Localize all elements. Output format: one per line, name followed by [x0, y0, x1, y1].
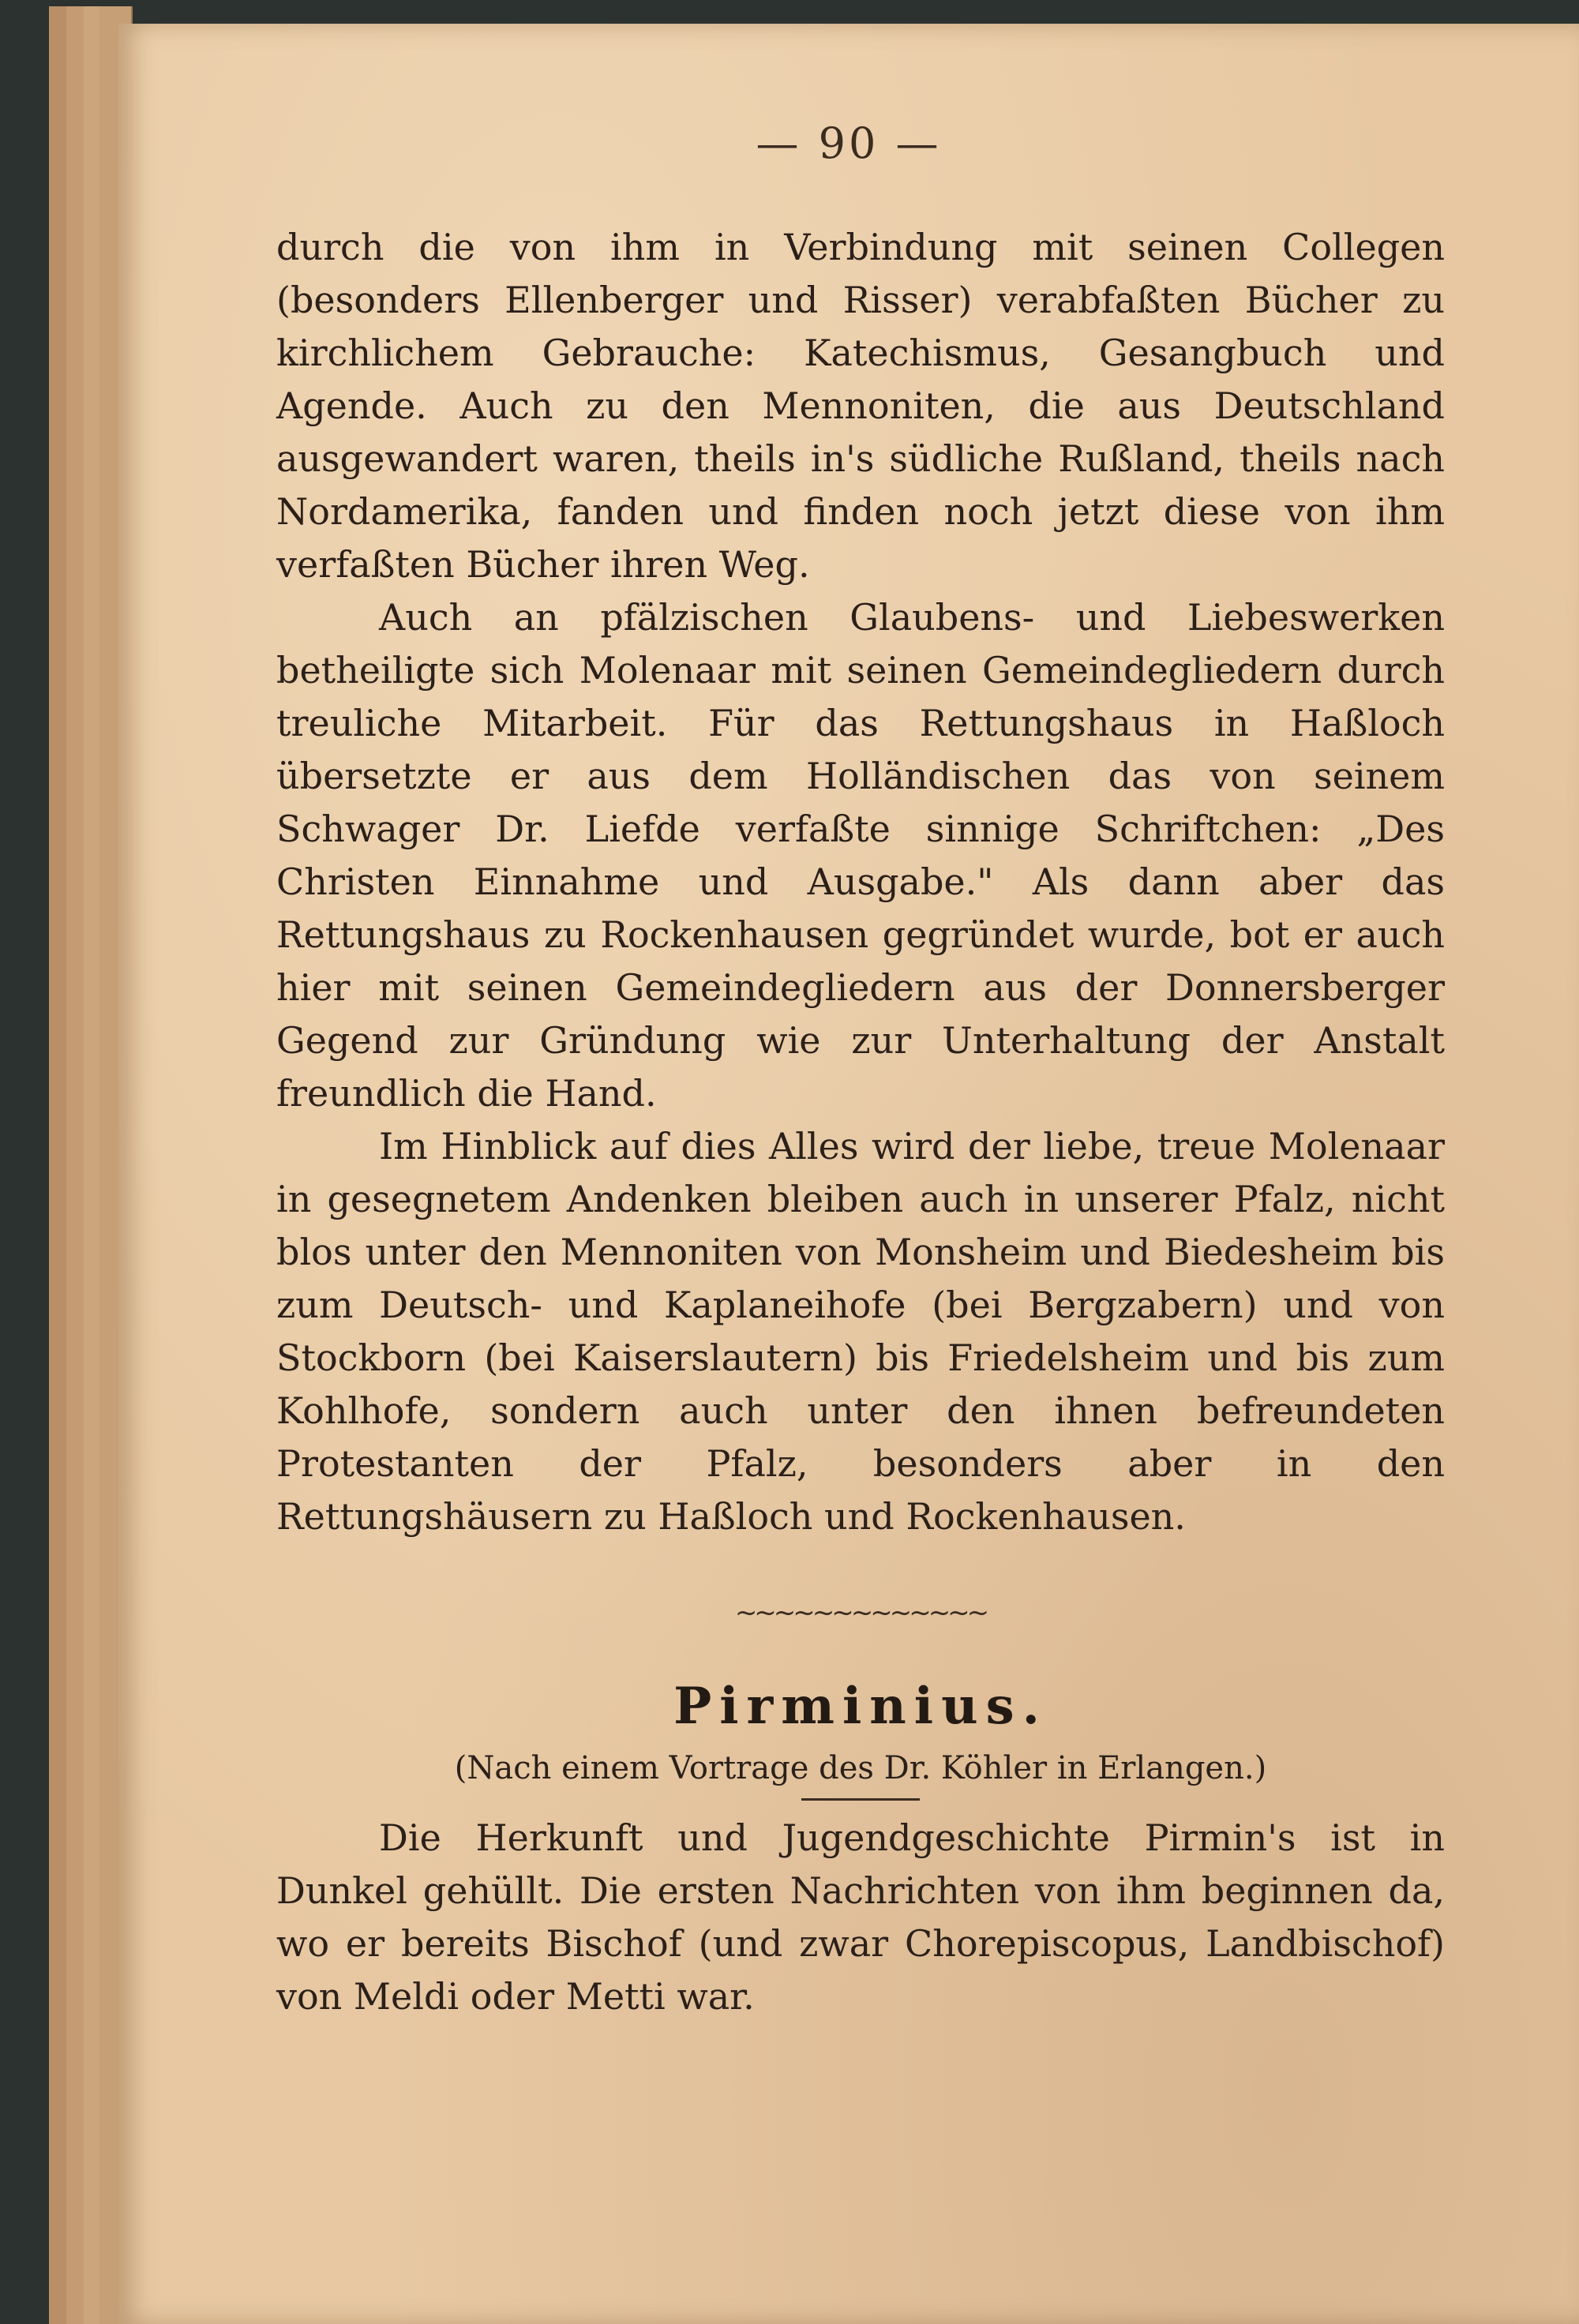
paragraph-charity-works: Auch an pfälzischen Glaubens- und Liebeswerken betheiligte sich Molenaar mit seinen Gemeindegliedern durch treuliche Mitarbeit. Für das Rettungshaus in Haßloch übersetzte er aus dem Holländischen das von seinem Schwager Dr. Liefde verfaßte sinnige Schriftchen: „Des Christen Einnahme und Ausgabe." Als dann aber das Rettungshaus zu Rockenhausen gegründet wurde, bot er auch hier mit seinen Gemeindegliedern aus der Donnersberger Gegend zur Gründung wie zur Unterhaltung der Anstalt freundlich die Hand. — [276, 596, 1445, 1115]
section-subtitle: (Nach einem Vortrage des Dr. Köhler in Erlangen.) — [454, 1750, 1267, 1786]
page-number: — 90 — — [756, 118, 942, 168]
page-body — [276, 221, 1445, 2023]
paragraph-remembrance: Im Hinblick auf dies Alles wird der liebe, treue Molenaar in gesegnetem Andenken bleiben auch in unserer Pfalz, nicht blos unter den Mennoniten von Monsheim und Biedesheim bis zum Deutsch- und Kaplaneihofe (bei Bergzabern) und von Stockborn (bei Kaiserslautern) bis Friedelsheim und bis zum Kohlhofe, sondern auch unter den ihnen befreundeten Protestanten der Pfalz, besonders aber in den Rettungshäusern zu Haßloch und Rockenhausen. — [276, 1125, 1445, 1538]
paragraph-pirminius: Die Herkunft und Jugendgeschichte Pirmin's ist in Dunkel gehüllt. Die ersten Nachrichten von ihm beginnen da, wo er bereits Bischof (und zwar Chorepiscopus, Landbischof) von Meldi oder Metti war. — [276, 1816, 1445, 2018]
section-title: Pirminius. — [673, 1677, 1048, 1736]
paragraph-continuation: durch die von ihm in Verbindung mit seinen Collegen (besonders Ellenberger und Risser) verabfaßten Bücher zu kirchlichem Gebrauche: Katechismus, Gesangbuch und Agende. Auch zu den Mennoniten, die aus Deutschland ausgewandert waren, theils in's südliche Rußland, theils nach Nordamerika, fanden und finden noch jetzt diese von ihm verfaßten Bücher ihren Weg. — [276, 226, 1445, 586]
section-divider: ~~~~~~~~~~~~~ — [734, 1597, 987, 1629]
subtitle-rule — [801, 1798, 920, 1801]
book-page — [118, 24, 1579, 2324]
